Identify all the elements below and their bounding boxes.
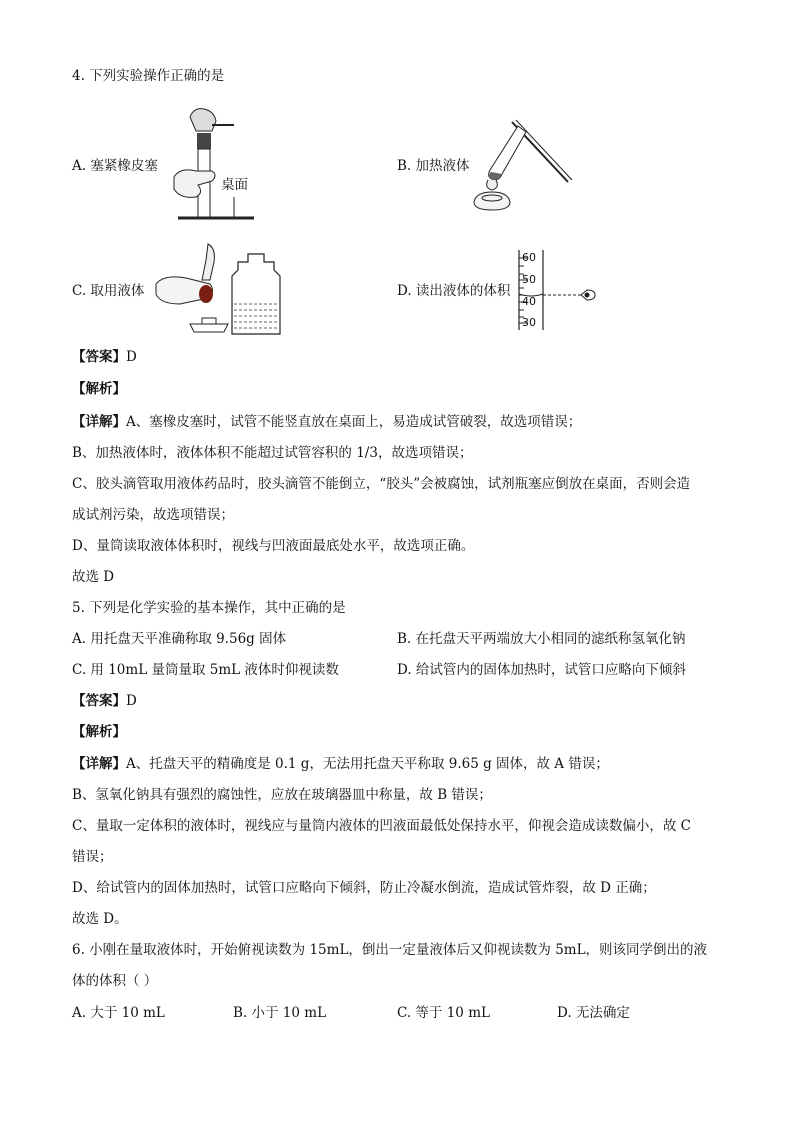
q5-detail-d: D、给试管内的固体加热时，试管口应略向下倾斜，防止冷凝水倒流，造成试管炸裂，故 D 正确； — [72, 880, 656, 896]
tick-label-40: 40 — [522, 295, 536, 308]
figure-graduated-cylinder — [515, 248, 600, 333]
q6-stem-line1: 6. 小刚在量取液体时，开始俯视读数为 15mL，倒出一定量液体后又仰视读数为 5mL，则该同学倒出的液 — [72, 942, 708, 958]
tick-label-60: 60 — [522, 251, 536, 264]
q5-answer: 【答案】D — [72, 693, 137, 709]
q6-option-a: A. 大于 10 mL — [72, 1005, 165, 1021]
q5-analysis-tag: 【解析】 — [72, 724, 126, 740]
q6-option-c: C. 等于 10 mL — [397, 1005, 490, 1021]
figure-stopper-test-tube — [170, 105, 260, 230]
q5-option-a: A. 用托盘天平准确称取 9.56g 固体 — [72, 631, 287, 647]
q4-conclusion: 故选 D — [72, 569, 115, 585]
q4-analysis-tag: 【解析】 — [72, 381, 126, 397]
q4-detail-a: 【详解】A、塞橡皮塞时，试管不能竖直放在桌面上，易造成试管破裂，故选项错误； — [72, 414, 582, 430]
q5-conclusion: 故选 D。 — [72, 911, 128, 927]
tick-label-30: 30 — [522, 316, 536, 329]
q5-detail-c-line1: C、量取一定体积的液体时，视线应与量筒内液体的凹液面最低处保持水平，仰视会造成读数偏小，故 C — [72, 818, 691, 834]
q6-option-b: B. 小于 10 mL — [233, 1005, 327, 1021]
q5-option-b: B. 在托盘天平两端放大小相同的滤纸称氢氧化钠 — [397, 631, 686, 647]
q4-option-a-label-table: 桌面 — [221, 177, 248, 193]
q4-option-c: C. 取用液体 — [72, 283, 145, 299]
figure-dropper-bottle — [150, 240, 285, 340]
q4-detail-c-line1: C、胶头滴管取用液体药品时，胶头滴管不能倒立，“胶头”会被腐蚀，试剂瓶塞应倒放在桌面，否则会造 — [72, 476, 691, 492]
tick-label-50: 50 — [522, 273, 536, 286]
q4-option-b: B. 加热液体 — [397, 158, 470, 174]
q4-option-d: D. 读出液体的体积 — [397, 283, 511, 299]
q5-detail-c-line2: 错误； — [72, 849, 113, 865]
q4-detail-c-line2: 成试剂污染，故选项错误； — [72, 507, 234, 523]
q5-detail-b: B、氢氧化钠具有强烈的腐蚀性，应放在玻璃器皿中称量，故 B 错误； — [72, 787, 492, 803]
eye-icon — [581, 290, 595, 300]
q5-detail-a: 【详解】A、托盘天平的精确度是 0.1 g，无法用托盘天平称取 9.65 g 固体，故 A 错误； — [72, 756, 609, 772]
q4-detail-b: B、加热液体时，液体体积不能超过试管容积的 1/3，故选项错误； — [72, 445, 473, 461]
q4-detail-d: D、量筒读取液体体积时，视线与凹液面最底处水平，故选项正确。 — [72, 538, 475, 554]
q5-option-d: D. 给试管内的固体加热时，试管口应略向下倾斜 — [397, 662, 686, 678]
q5-stem: 5. 下列是化学实验的基本操作，其中正确的是 — [72, 600, 346, 616]
q4-stem: 4. 下列实验操作正确的是 — [72, 68, 225, 84]
figure-heating-liquid — [470, 118, 575, 213]
q4-option-a: A. 塞紧橡皮塞 — [72, 158, 158, 174]
q5-option-c: C. 用 10mL 量筒量取 5mL 液体时仰视读数 — [72, 662, 339, 678]
q6-option-d: D. 无法确定 — [557, 1005, 630, 1021]
q4-answer: 【答案】D — [72, 349, 137, 365]
q6-stem-line2: 体的体积（ ） — [72, 973, 158, 989]
